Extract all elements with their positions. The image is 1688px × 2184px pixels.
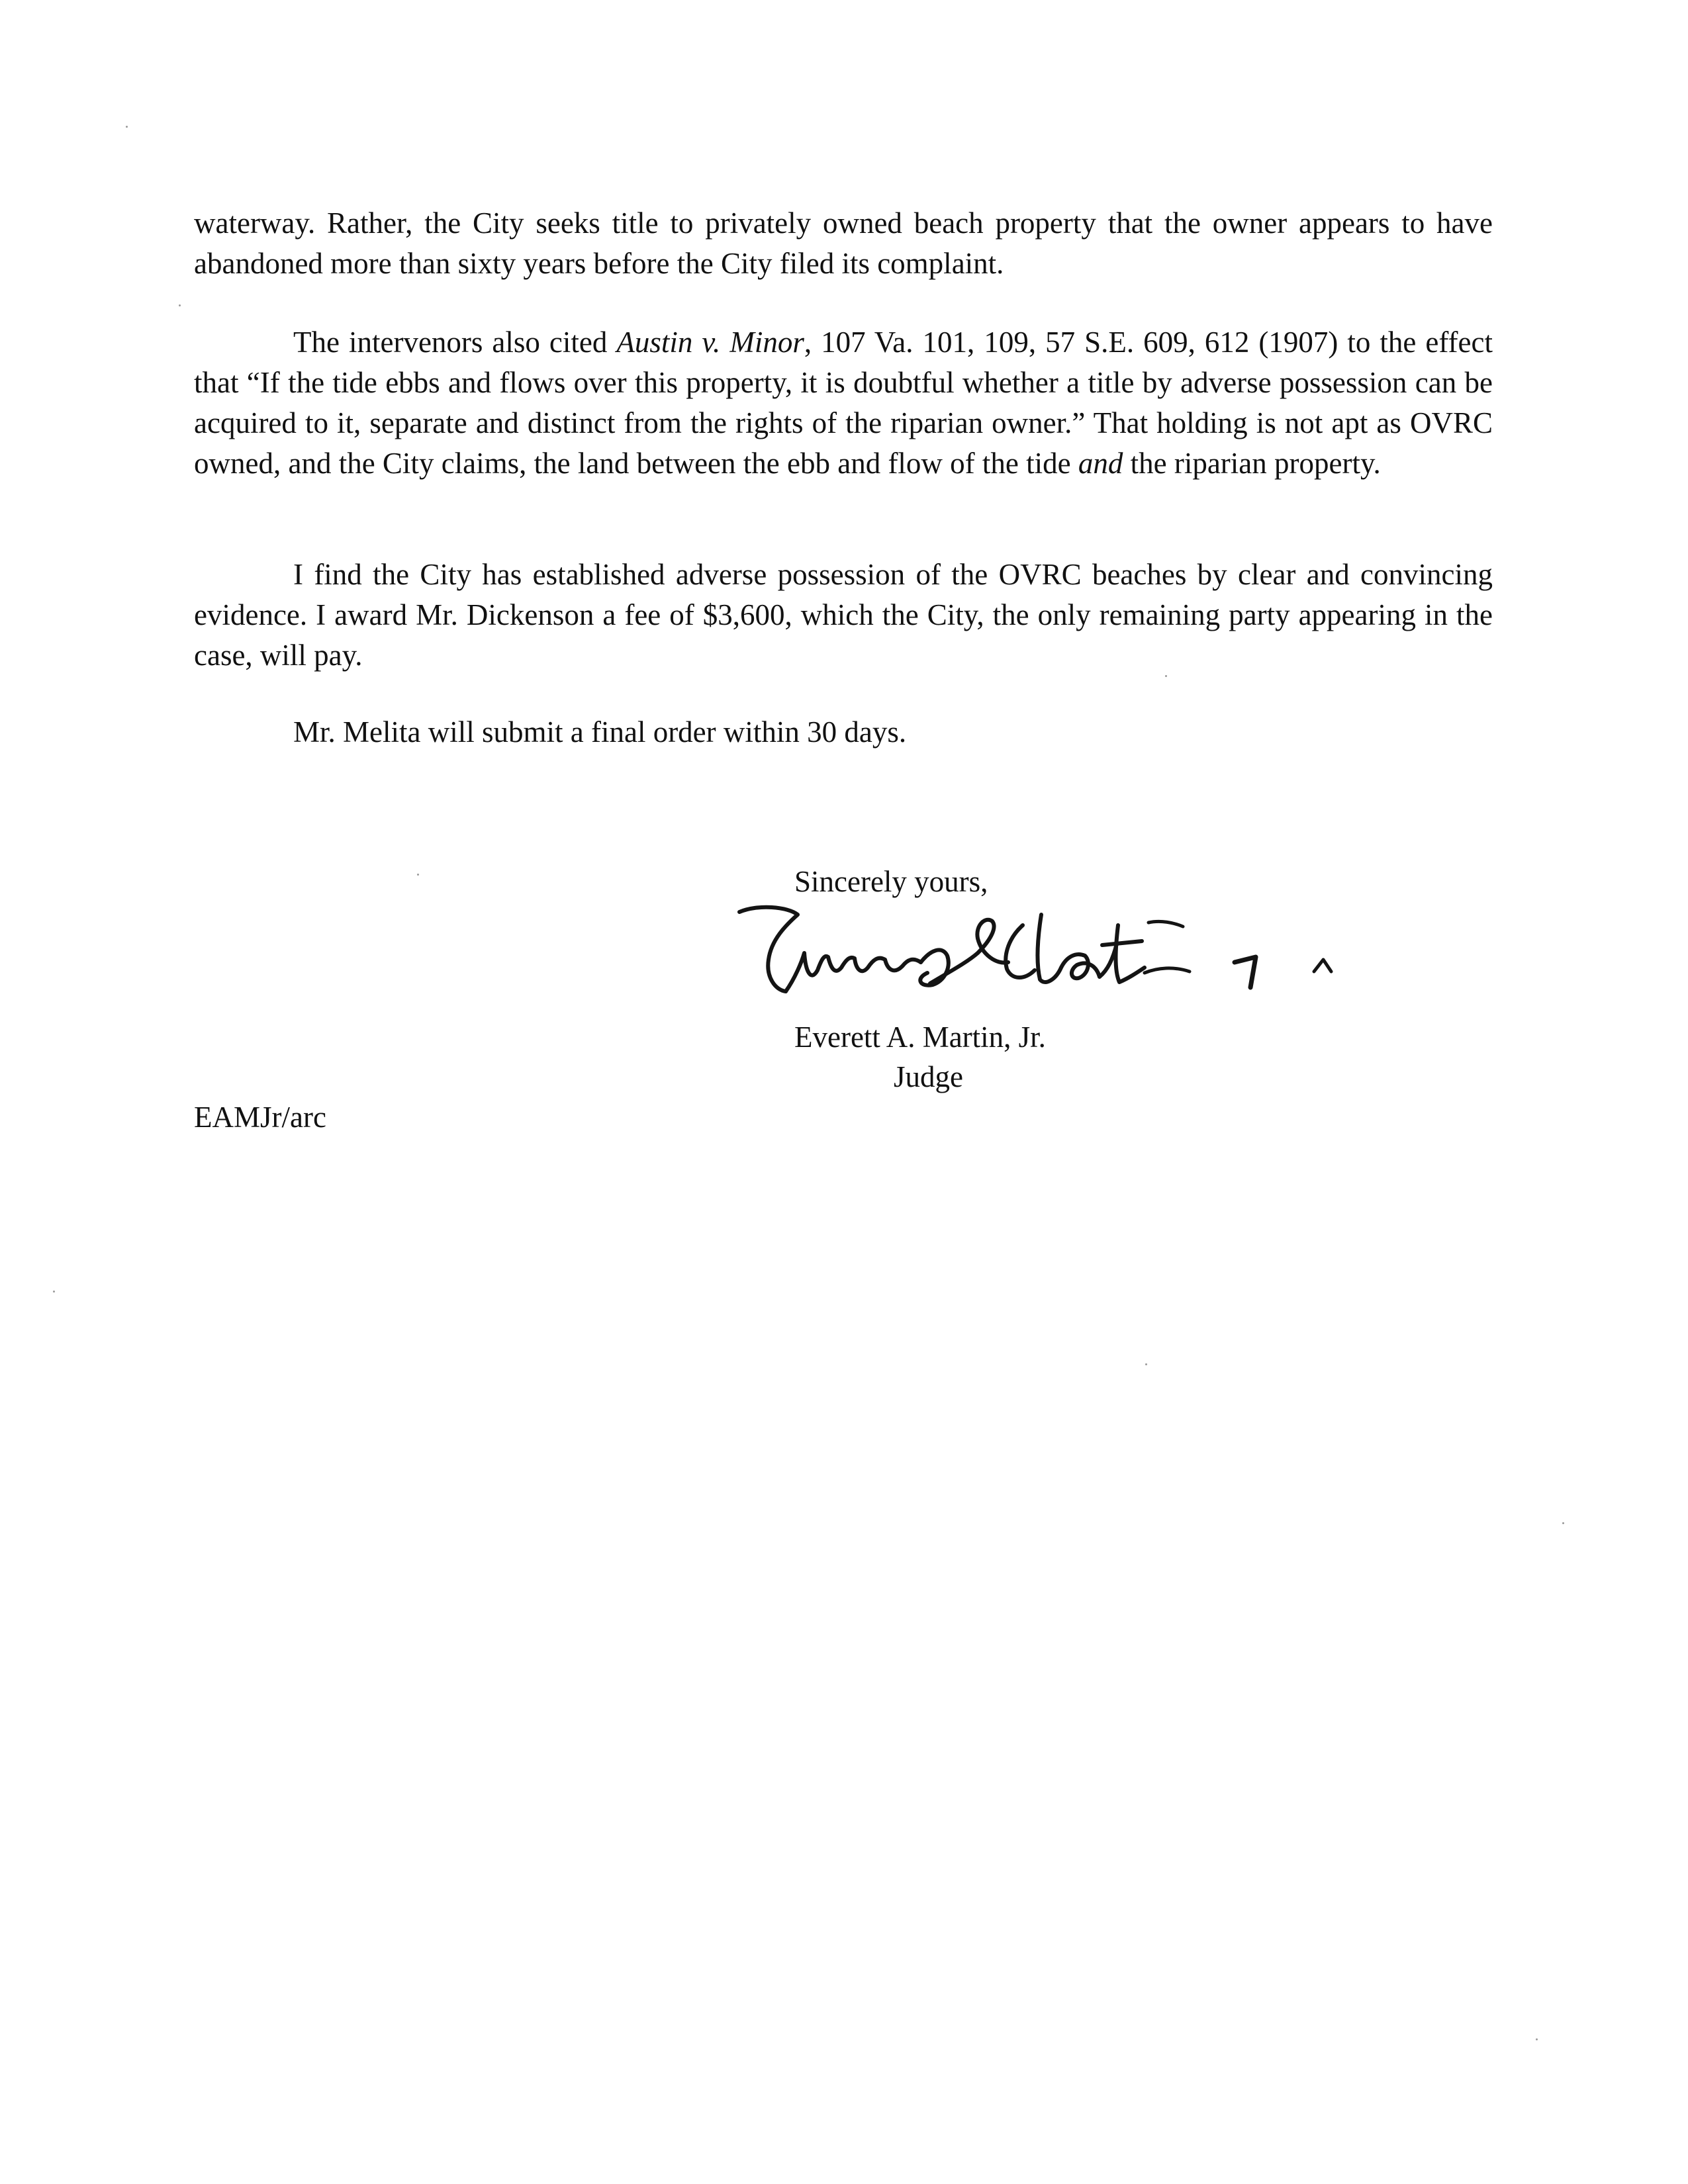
- reference-initials: EAMJr/arc: [194, 1101, 326, 1134]
- paragraph-waterway: [194, 203, 1493, 284]
- scan-speck: [1165, 675, 1167, 677]
- paragraph-final-order: [194, 712, 1493, 752]
- scan-speck: [417, 874, 419, 876]
- scan-speck: [126, 126, 128, 128]
- handwritten-signature: [731, 899, 1367, 1024]
- closing-salutation: Sincerely yours,: [794, 865, 988, 898]
- paragraph-final-order-text: Mr. Melita will submit a final order within 30 days.: [293, 715, 907, 749]
- signer-name: Everett A. Martin, Jr.: [794, 1021, 1046, 1054]
- scan-speck: [1145, 1363, 1147, 1365]
- paragraph-waterway-text: waterway. Rather, the City seeks title to privately owned beach property that the owner appears to have abandoned more than sixty years before the City filed its complaint.: [194, 206, 1493, 280]
- paragraph-finding-text: I find the City has established adverse possession of the OVRC beaches by clear and convincing evidence. I award Mr. Dickenson a fee of $3,600, which the City, the only remaining party appearing in the case, will pay.: [194, 558, 1493, 672]
- signer-title: Judge: [894, 1060, 963, 1093]
- paragraph-intervenors-end: the riparian property.: [1123, 447, 1381, 480]
- paragraph-finding: [194, 555, 1493, 676]
- paragraph-intervenors-lead: The intervenors also cited: [293, 326, 617, 359]
- scan-speck: [1536, 2038, 1538, 2040]
- scan-speck: [179, 304, 181, 306]
- emphasis-and: and: [1078, 447, 1123, 480]
- paragraph-intervenors: [194, 322, 1493, 484]
- paragraph-intervenors-body: , 107 Va. 101, 109, 57 S.E. 609, 612 (1907) to the effect that “If the tide ebbs and flows over this property, it is doubtful whether a title by adverse possession can be acquired to it, separate and distinct from the rights of the riparian owner.” That holding is not apt as OVRC owned, and the City claims, the land between the ebb and flow of the tide: [194, 326, 1493, 480]
- case-citation-name: Austin v. Minor: [616, 326, 804, 359]
- scan-speck: [53, 1291, 55, 1293]
- scan-speck: [1562, 1522, 1564, 1524]
